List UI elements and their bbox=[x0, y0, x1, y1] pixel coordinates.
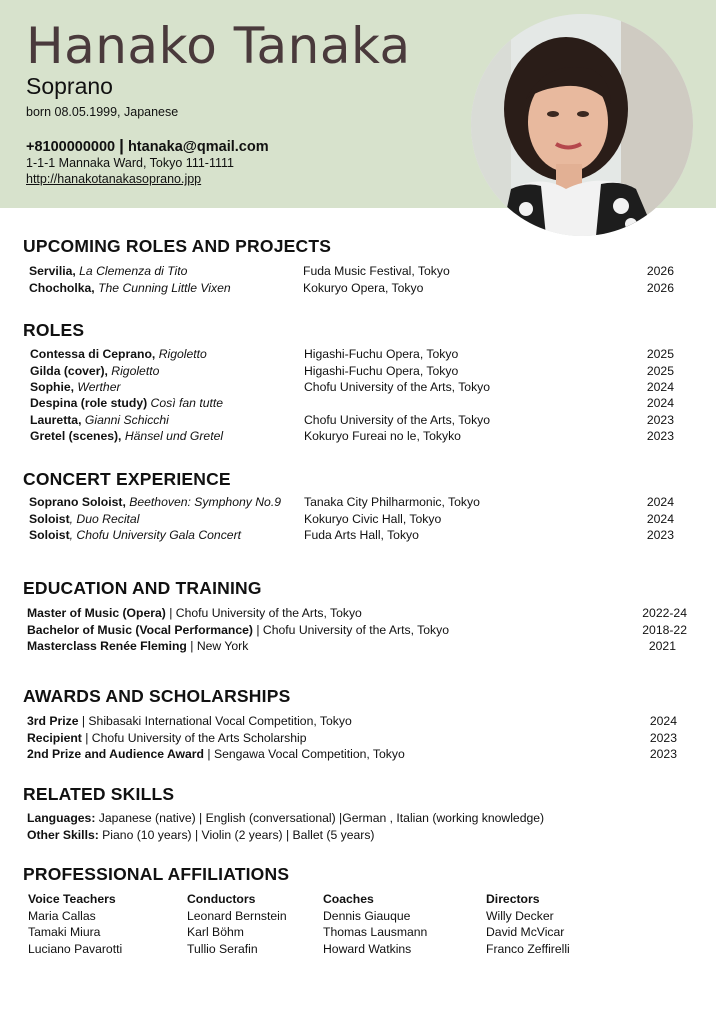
entry-text bbox=[30, 412, 169, 428]
names: Thomas Lausmann bbox=[323, 925, 428, 939]
upcoming-row bbox=[0, 263, 716, 279]
languages-value: Japanese (native) | English (conversational) |German , Italian (working knowledge) bbox=[95, 811, 545, 825]
other-value: Piano (10 years) | Violin (2 years) | Ballet (5 years) bbox=[98, 828, 375, 842]
degree: Master of Music (Opera) bbox=[27, 606, 166, 620]
header: Voice Teachers bbox=[28, 892, 116, 906]
entry-text bbox=[27, 730, 307, 746]
other-label: Other Skills: bbox=[27, 828, 99, 842]
section-title-upcoming: UPCOMING ROLES AND PROJECTS bbox=[23, 236, 332, 256]
names: Karl Böhm bbox=[187, 925, 244, 939]
role: Soloist bbox=[29, 528, 70, 542]
venue: Kokuryo Fureai no le, Tokyko bbox=[304, 429, 461, 443]
section-title-awards: AWARDS AND SCHOLARSHIPS bbox=[23, 686, 291, 706]
rest: | New York bbox=[186, 639, 249, 653]
work: Rigoletto bbox=[111, 364, 160, 378]
names: David McVicar bbox=[486, 925, 565, 939]
header: Coaches bbox=[323, 892, 374, 906]
role: Gretel (scenes), bbox=[30, 429, 122, 443]
rest: | Chofu University of the Arts Scholarship bbox=[81, 731, 307, 745]
entry-text bbox=[27, 622, 449, 638]
award-row bbox=[0, 730, 716, 746]
role: Lauretta, bbox=[30, 413, 82, 427]
role-row bbox=[0, 428, 716, 444]
entry-text bbox=[29, 527, 241, 543]
work-title: La Clemenza di Tito bbox=[79, 264, 188, 278]
year: 2025 bbox=[646, 364, 674, 378]
contact-line bbox=[26, 136, 269, 156]
names: Dennis Giauque bbox=[323, 908, 411, 923]
postal-address: 1-1-1 Mannaka Ward, Tokyo 111-1111 bbox=[26, 156, 234, 170]
year: 2024 bbox=[646, 512, 674, 526]
entry-text bbox=[29, 280, 231, 296]
education-row bbox=[0, 638, 716, 654]
affiliation-column-conductors bbox=[187, 891, 287, 957]
names: Tullio Serafin bbox=[187, 941, 258, 956]
phone-number: +8100000000 bbox=[26, 139, 116, 155]
names: Maria Callas bbox=[28, 908, 96, 923]
email-address[interactable]: htanaka@qmail.com bbox=[127, 139, 269, 155]
names: Tamaki Miura bbox=[28, 925, 101, 939]
contact-separator: | bbox=[119, 136, 124, 155]
venue: Tanaka City Philharmonic, Tokyo bbox=[304, 495, 480, 509]
names: Howard Watkins bbox=[323, 941, 412, 956]
role-row bbox=[0, 363, 716, 379]
venue: Fuda Music Festival, Tokyo bbox=[303, 264, 450, 278]
names: Leonard Bernstein bbox=[187, 908, 287, 923]
portrait-photo bbox=[471, 14, 693, 236]
affiliation-column-directors bbox=[486, 891, 570, 957]
names: Willy Decker bbox=[486, 908, 554, 923]
year: 2023 bbox=[649, 747, 677, 761]
rest: | Chofu University of the Arts, Tokyo bbox=[165, 606, 362, 620]
role-row bbox=[0, 412, 716, 428]
work: Werther bbox=[77, 380, 121, 394]
section-title-roles: ROLES bbox=[23, 320, 85, 340]
role-row bbox=[0, 395, 716, 411]
concert-row bbox=[0, 511, 716, 527]
work: , Duo Recital bbox=[69, 512, 140, 526]
rest: | Sengawa Vocal Competition, Tokyo bbox=[204, 747, 405, 761]
entry-text bbox=[27, 827, 375, 843]
entry-text bbox=[30, 428, 223, 444]
education-row bbox=[0, 605, 716, 621]
venue: Chofu University of the Arts, Tokyo bbox=[304, 413, 491, 427]
voice-type: Soprano bbox=[26, 73, 113, 99]
upcoming-row bbox=[0, 280, 716, 296]
role: Soprano Soloist, bbox=[29, 495, 126, 509]
section-title-skills: RELATED SKILLS bbox=[23, 784, 175, 804]
entry-text bbox=[29, 494, 281, 510]
entry-text bbox=[29, 263, 187, 279]
year: 2024 bbox=[646, 396, 674, 410]
work: Gianni Schicchi bbox=[84, 413, 169, 427]
venue: Fuda Arts Hall, Tokyo bbox=[304, 528, 419, 542]
year: 2023 bbox=[646, 413, 674, 427]
work: Così fan tutte bbox=[150, 396, 224, 410]
role-name: Servilia, bbox=[29, 264, 76, 278]
year: 2021 bbox=[648, 639, 676, 653]
year: 2022-24 bbox=[642, 606, 687, 620]
venue: Higashi-Fuchu Opera, Tokyo bbox=[304, 364, 459, 378]
section-title-affiliations: PROFESSIONAL AFFILIATIONS bbox=[23, 864, 290, 884]
role: Soloist bbox=[29, 512, 70, 526]
award: Recipient bbox=[27, 731, 82, 745]
role: Contessa di Ceprano, bbox=[30, 347, 156, 361]
work: Rigoletto bbox=[158, 347, 207, 361]
award-row bbox=[0, 746, 716, 762]
rest: | Chofu University of the Arts, Tokyo bbox=[252, 623, 449, 637]
work-title: The Cunning Little Vixen bbox=[98, 281, 231, 295]
entry-text bbox=[30, 346, 207, 362]
entry-text bbox=[27, 638, 248, 654]
venue: Kokuryo Opera, Tokyo bbox=[303, 281, 424, 295]
year: 2026 bbox=[646, 281, 674, 295]
degree: Masterclass Renée Fleming bbox=[27, 639, 187, 653]
year: 2018-22 bbox=[642, 623, 687, 637]
section-title-concert: CONCERT EXPERIENCE bbox=[23, 469, 231, 489]
venue: Higashi-Fuchu Opera, Tokyo bbox=[304, 347, 459, 361]
work: Beethoven: Symphony No.9 bbox=[129, 495, 281, 509]
entry-text bbox=[27, 810, 544, 826]
applicant-name: Hanako Tanaka bbox=[26, 17, 411, 75]
languages-label: Languages: bbox=[27, 811, 96, 825]
entry-text bbox=[30, 379, 121, 395]
award: 3rd Prize bbox=[27, 714, 79, 728]
year: 2023 bbox=[649, 731, 677, 745]
education-row bbox=[0, 622, 716, 638]
role: Sophie, bbox=[30, 380, 75, 394]
year: 2025 bbox=[646, 347, 674, 361]
concert-row bbox=[0, 527, 716, 543]
entry-text bbox=[30, 395, 223, 411]
role-row bbox=[0, 346, 716, 362]
concert-row bbox=[0, 494, 716, 510]
year: 2024 bbox=[649, 714, 677, 728]
rest: | Shibasaki International Vocal Competition, Tokyo bbox=[78, 714, 352, 728]
entry-text bbox=[27, 713, 352, 729]
degree: Bachelor of Music (Vocal Performance) bbox=[27, 623, 253, 637]
year: 2024 bbox=[646, 380, 674, 394]
work: Hänsel und Gretel bbox=[124, 429, 224, 443]
birth-info: born 08.05.1999, Japanese bbox=[26, 105, 179, 119]
role: Despina (role study) bbox=[30, 396, 148, 410]
entry-text bbox=[27, 746, 405, 762]
year: 2023 bbox=[646, 528, 674, 542]
names: Franco Zeffirelli bbox=[486, 941, 570, 956]
role-name: Chocholka, bbox=[29, 281, 95, 295]
website-link[interactable]: http://hanakotanakasoprano.jpp bbox=[26, 172, 202, 186]
header: Conductors bbox=[187, 892, 256, 906]
affiliation-column-voice-teachers bbox=[28, 891, 122, 957]
year: 2026 bbox=[646, 264, 674, 278]
skills-other bbox=[0, 827, 716, 843]
work: , Chofu University Gala Concert bbox=[69, 528, 242, 542]
entry-text bbox=[30, 363, 159, 379]
affiliation-column-coaches bbox=[323, 891, 427, 957]
entry-text bbox=[29, 511, 139, 527]
venue: Kokuryo Civic Hall, Tokyo bbox=[304, 512, 442, 526]
role: Gilda (cover), bbox=[30, 364, 108, 378]
names: Luciano Pavarotti bbox=[28, 941, 123, 956]
year: 2023 bbox=[646, 429, 674, 443]
entry-text bbox=[27, 605, 362, 621]
venue: Chofu University of the Arts, Tokyo bbox=[304, 380, 491, 394]
award: 2nd Prize and Audience Award bbox=[27, 747, 204, 761]
header: Directors bbox=[486, 892, 540, 906]
skills-languages bbox=[0, 810, 716, 826]
section-title-education: EDUCATION AND TRAINING bbox=[23, 578, 262, 598]
award-row bbox=[0, 713, 716, 729]
year: 2024 bbox=[646, 495, 674, 509]
role-row bbox=[0, 379, 716, 395]
